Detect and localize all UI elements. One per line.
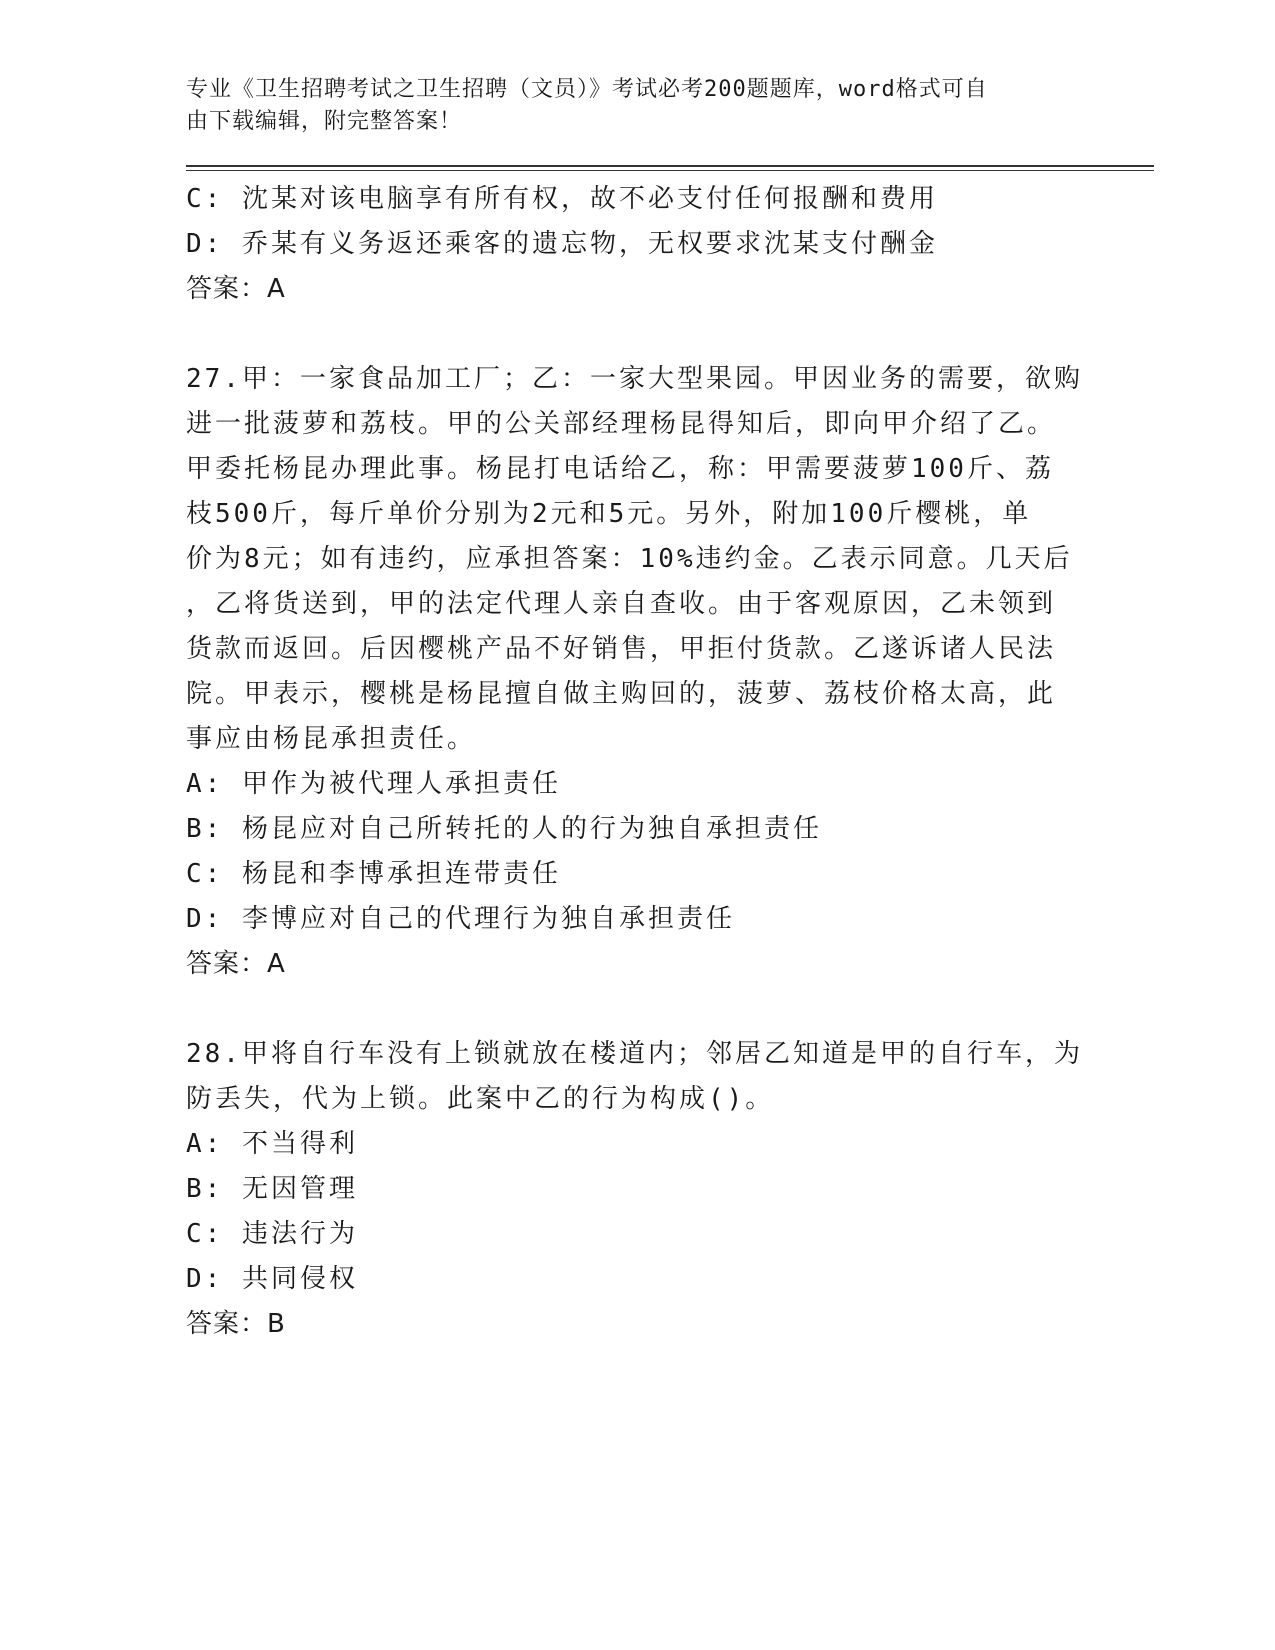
option-a: A: 不当得利 — [186, 1129, 358, 1159]
answer-label: 答案：A — [186, 949, 286, 979]
question-line: 价为8元；如有违约，应承担答案：10%违约金。乙表示同意。几天后 — [186, 544, 1073, 574]
option-b: B: 无因管理 — [186, 1174, 358, 1204]
question-line: 院。甲表示，樱桃是杨昆擅自做主购回的，菠萝、荔枝价格太高，此 — [186, 679, 1057, 709]
question-line: 甲委托杨昆办理此事。杨昆打电话给乙，称：甲需要菠萝100斤、荔 — [186, 454, 1054, 484]
question-line: 事应由杨昆承担责任。 — [186, 724, 477, 754]
document-header — [186, 74, 1066, 138]
question-line: ，乙将货送到，甲的法定代理人亲自查收。由于客观原因，乙未领到 — [186, 589, 1057, 619]
header-line-1: 专业《卫生招聘考试之卫生招聘（文员）》考试必考200题题库，word格式可自 — [186, 77, 988, 102]
question-27 — [186, 357, 1083, 987]
option-c: C: 违法行为 — [186, 1219, 358, 1249]
answer-label: 答案：A — [186, 274, 286, 304]
question-line: 28.甲将自行车没有上锁就放在楼道内；邻居乙知道是甲的自行车，为 — [186, 1039, 1083, 1069]
question-28 — [186, 1032, 1083, 1347]
option-b: B: 杨昆应对自己所转托的人的行为独自承担责任 — [186, 814, 822, 844]
prev-question — [186, 177, 1066, 312]
header-divider — [186, 165, 1154, 171]
question-line: 防丢失，代为上锁。此案中乙的行为构成()。 — [186, 1084, 775, 1114]
document-page — [186, 74, 1083, 1347]
question-line: 进一批菠萝和荔枝。甲的公关部经理杨昆得知后，即向甲介绍了乙。 — [186, 409, 1057, 439]
question-line: 枝500斤，每斤单价分别为2元和5元。另外，附加100斤樱桃，单 — [186, 499, 1032, 529]
option-a: A: 甲作为被代理人承担责任 — [186, 769, 561, 799]
option-c: C: 杨昆和李博承担连带责任 — [186, 859, 561, 889]
option-d: D: 李博应对自己的代理行为独自承担责任 — [186, 904, 735, 934]
option-d: D: 乔某有义务返还乘客的遗忘物，无权要求沈某支付酬金 — [186, 229, 938, 259]
answer-label: 答案：B — [186, 1309, 286, 1339]
header-line-2: 由下载编辑，附完整答案！ — [186, 109, 463, 134]
question-line: 货款而返回。后因樱桃产品不好销售，甲拒付货款。乙遂诉诸人民法 — [186, 634, 1057, 664]
question-line: 27.甲：一家食品加工厂；乙：一家大型果园。甲因业务的需要，欲购 — [186, 364, 1083, 394]
option-d: D: 共同侵权 — [186, 1264, 358, 1294]
option-c: C: 沈某对该电脑享有所有权，故不必支付任何报酬和费用 — [186, 184, 938, 214]
